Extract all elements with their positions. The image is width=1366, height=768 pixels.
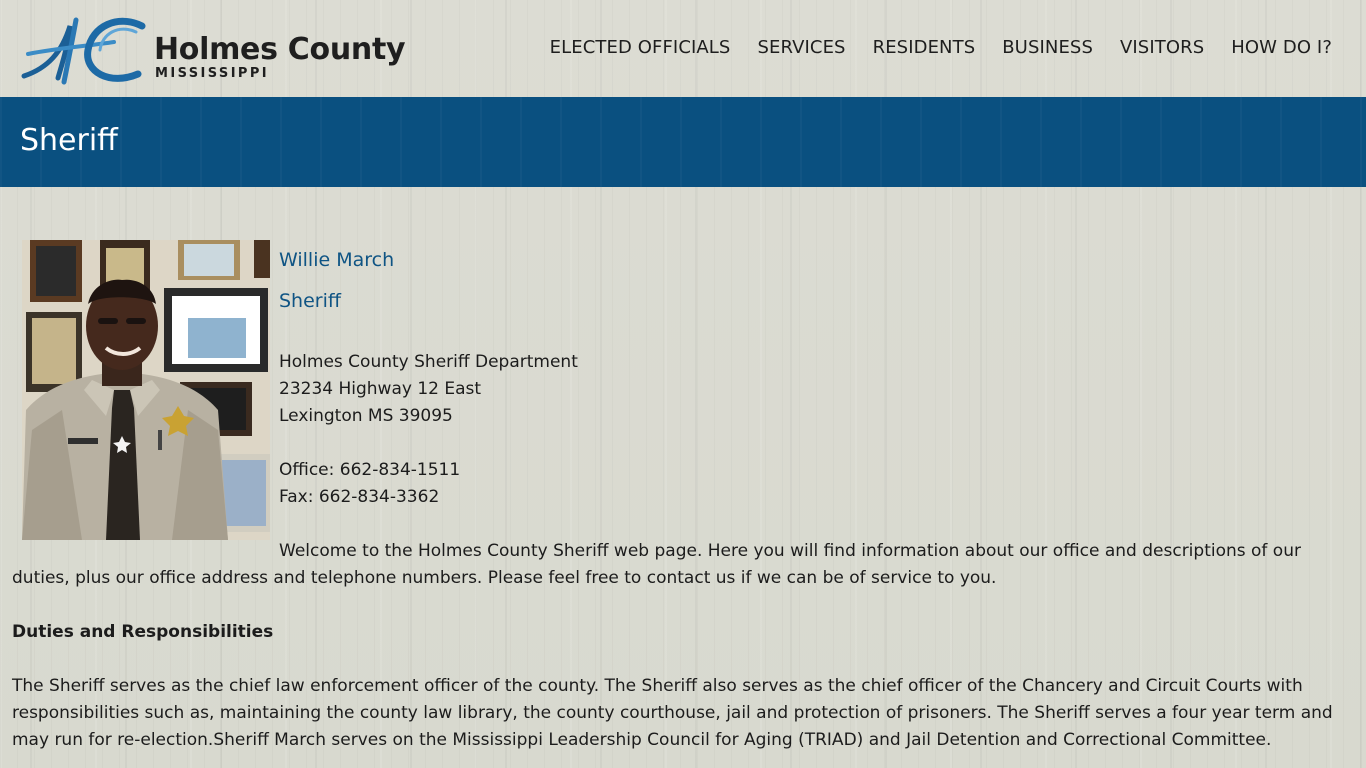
page-title-band	[0, 97, 1366, 187]
site-header	[0, 0, 1366, 97]
nav-item-services[interactable]: SERVICES	[757, 37, 846, 58]
logo-state: MISSISSIPPI	[155, 66, 270, 81]
sheriff-title: Sheriff	[279, 290, 341, 312]
sheriff-name: Willie March	[279, 249, 395, 271]
fax-number: Fax: 662-834-3362	[279, 487, 440, 507]
hc-monogram-icon	[18, 12, 150, 88]
address-line-street: 23234 Highway 12 East	[279, 379, 482, 399]
nav-item-visitors[interactable]: VISITORS	[1119, 37, 1205, 58]
nav-item-residents[interactable]: RESIDENTS	[872, 37, 976, 58]
nav-item-how-do-i[interactable]: HOW DO I?	[1231, 37, 1332, 58]
main-nav	[523, 37, 1332, 58]
site-logo-link[interactable]	[18, 12, 406, 88]
main-content	[12, 240, 1354, 754]
office-phone: Office: 662-834-1511	[279, 460, 461, 480]
nav-item-elected-officials[interactable]: ELECTED OFFICIALS	[549, 37, 731, 58]
nav-item-business[interactable]: BUSINESS	[1002, 37, 1093, 58]
welcome-text: Welcome to the Holmes County Sheriff web page. Here you will find information about our office and descriptions of our duties, plus our office address and telephone numbers. Please feel free to contact us if we can be of service to you.	[12, 541, 1301, 588]
logo-name: Holmes County	[154, 32, 406, 67]
duties-heading: Duties and Responsibilities	[12, 622, 274, 642]
duties-text: The Sheriff serves as the chief law enforcement officer of the county. The Sheriff also serves as the chief officer of the Chancery and Circuit Courts with responsibilities such as, maintaining the county law library, the county courthouse, jail and protection of prisoners. The Sheriff serves a four year term and may run for re-election.Sheriff March serves on the Mississippi Leadership Council for Aging (TRIAD) and Jail Detention and Correctional Committee.	[12, 676, 1333, 750]
address-line-city: Lexington MS 39095	[279, 406, 453, 426]
address-line-department: Holmes County Sheriff Department	[279, 352, 578, 372]
page-title: Sheriff	[20, 123, 118, 158]
sheriff-portrait-photo	[22, 240, 270, 540]
